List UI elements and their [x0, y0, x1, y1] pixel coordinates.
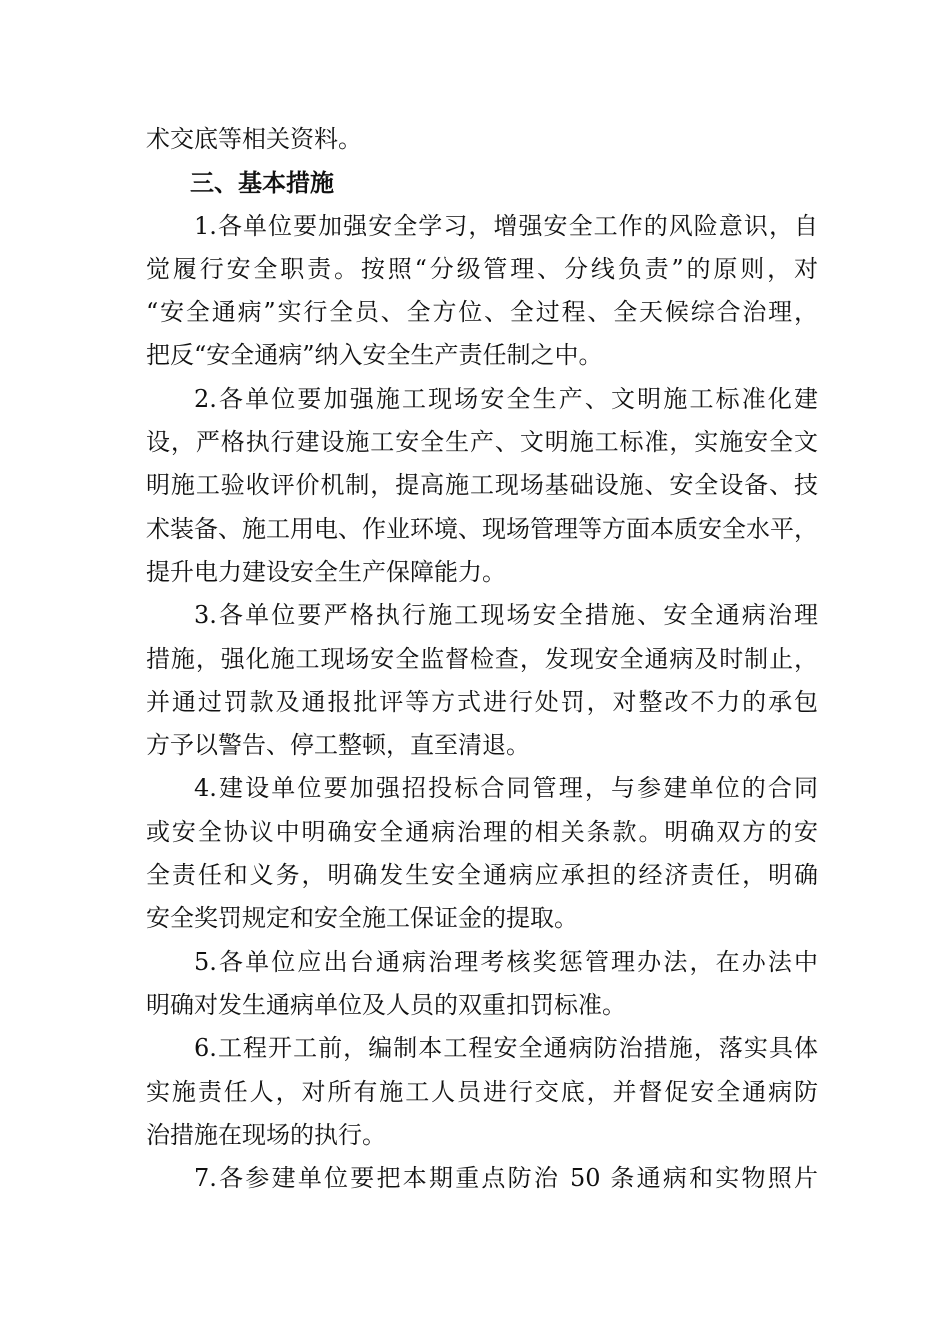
text-line: 4.建设单位要加强招投标合同管理，与参建单位的合同 [194, 774, 818, 803]
section-heading: 三、基本措施 [190, 168, 334, 198]
text-line: 提升电力建设安全生产保障能力。 [146, 557, 506, 586]
text-line: 或安全协议中明确安全通病治理的相关条款。明确双方的安 [146, 817, 818, 846]
text-line: 1.各单位要加强安全学习，增强安全工作的风险意识，自 [194, 211, 818, 240]
text-line: 2.各单位要加强施工现场安全生产、文明施工标准化建 [194, 384, 818, 413]
text-line: 觉履行安全职责。按照“分级管理、分线负责”的原则，对 [146, 254, 818, 283]
text-line: 措施，强化施工现场安全监督检查，发现安全通病及时制止， [146, 644, 818, 673]
text-line: 全责任和义务，明确发生安全通病应承担的经济责任，明确 [146, 861, 818, 890]
text-line: 7.各参建单位要把本期重点防治 50 条通病和实物照片 [194, 1164, 818, 1193]
text-line: 实施责任人，对所有施工人员进行交底，并督促安全通病防 [146, 1077, 818, 1106]
text-line: 3.各单位要严格执行施工现场安全措施、安全通病治理 [194, 601, 818, 630]
text-line: 安全奖罚规定和安全施工保证金的提取。 [146, 904, 578, 933]
text-line: “安全通病”实行全员、全方位、全过程、全天候综合治理， [146, 298, 818, 327]
text-line: 把反“安全通病”纳入安全生产责任制之中。 [146, 341, 603, 370]
text-line: 术装备、施工用电、作业环境、现场管理等方面本质安全水平， [146, 514, 818, 543]
document-body [146, 118, 818, 1200]
text-line: 明施工验收评价机制，提高施工现场基础设施、安全设备、技 [146, 471, 818, 500]
text-line: 6.工程开工前，编制本工程安全通病防治措施，落实具体 [194, 1034, 818, 1063]
text-line: 5.各单位应出台通病治理考核奖惩管理办法，在办法中 [194, 947, 818, 976]
text-line: 并通过罚款及通报批评等方式进行处罚，对整改不力的承包 [146, 687, 818, 716]
text-line: 术交底等相关资料。 [146, 125, 362, 153]
text-line: 设，严格执行建设施工安全生产、文明施工标准，实施安全文 [146, 428, 818, 457]
text-line: 明确对发生通病单位及人员的双重扣罚标准。 [146, 990, 626, 1019]
text-line: 方予以警告、停工整顿，直至清退。 [146, 731, 530, 760]
text-line: 治措施在现场的执行。 [146, 1120, 386, 1149]
